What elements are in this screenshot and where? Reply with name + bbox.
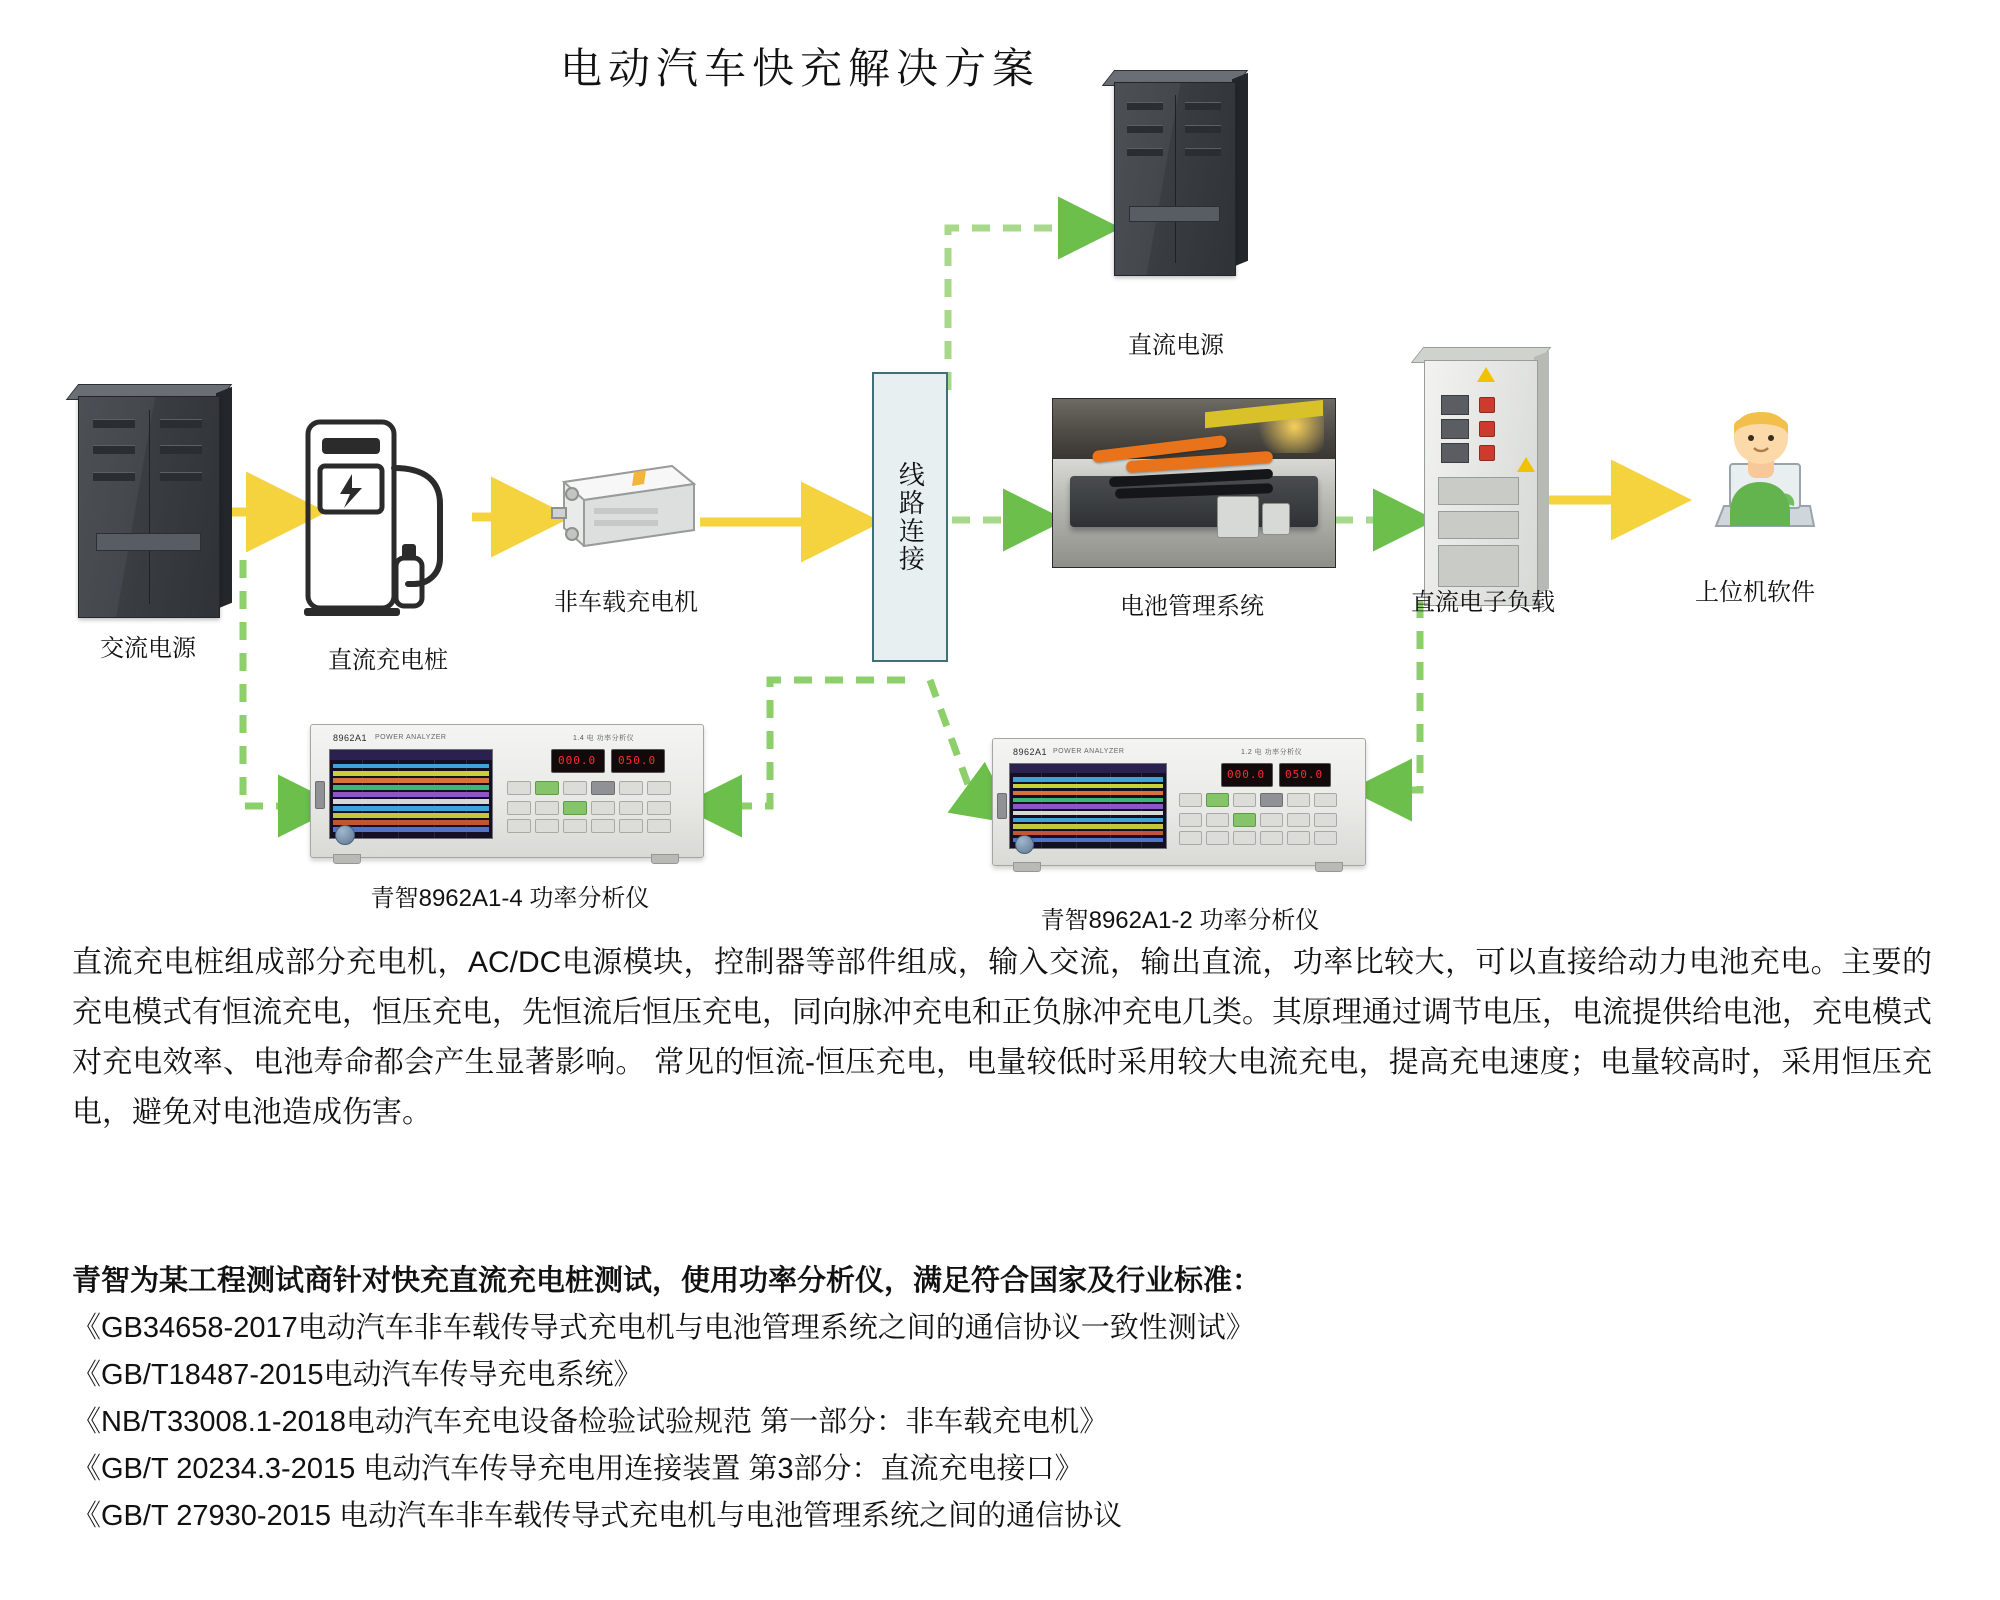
analyzer-foot (651, 854, 679, 864)
description-paragraph: 直流充电桩组成部分充电机，AC/DC电源模块，控制器等部件组成，输入交流，输出直流，功率比较大，可以直接给动力电池充电。主要的充电模式有恒流充电，恒压充电，先恒流后恒压充电，同向脉冲充电和正负脉冲充电几类。其原理通过调节电压，电流提供给电池，充电模式对充电效率、电池寿命都会产生显著影响。 常见的恒流-恒压充电，电量较低时采用较大电流充电，提高充电速度；电量较高时，采用恒压充电，避免对电池造成伤害。 (72, 946, 1932, 1129)
analyzer-led-top (551, 749, 605, 773)
analyzer-key[interactable] (1179, 813, 1202, 827)
analyzer-key[interactable] (507, 819, 531, 833)
analyzer-key[interactable] (1260, 813, 1283, 827)
analyzer-brand: 8962A1 (1013, 747, 1048, 757)
node-power-analyzer-left[interactable] (310, 724, 702, 856)
label-power-analyzer-left: 青智8962A1-4 功率分析仪 (370, 885, 650, 912)
analyzer-key[interactable] (647, 801, 671, 815)
bms-connector-plug (1262, 503, 1290, 535)
display-row (1013, 811, 1163, 815)
analyzer-key-green[interactable] (1206, 793, 1229, 807)
load-module (1438, 477, 1518, 505)
load-meter (1441, 443, 1469, 463)
operator-laptop-icon (1664, 408, 1844, 558)
label-offboard-charger: 非车载充电机 (554, 589, 698, 616)
label-line-connection: 线路连接 (895, 461, 926, 573)
analyzer-key[interactable] (535, 801, 559, 815)
standards-lead: 青智为某工程测试商针对快充直流充电桩测试，使用功率分析仪，满足符合国家及行业标准： (72, 1265, 1262, 1297)
charging-pile-icon (300, 408, 480, 623)
analyzer-foot (1315, 862, 1343, 872)
display-row (333, 806, 489, 810)
cabinet-door-split (149, 410, 150, 604)
standards-item: 《GB/T18487-2015电动汽车传导充电系统》 (72, 1359, 643, 1391)
analyzer-body (310, 724, 704, 858)
led-value: 000.0 (1227, 768, 1266, 781)
analyzer-display (329, 749, 493, 839)
node-dc-charging-pile[interactable] (300, 408, 480, 623)
label-ac-source: 交流电源 (100, 635, 196, 662)
display-row (1013, 784, 1163, 788)
cabinet-vent (1185, 148, 1221, 156)
display-row (333, 792, 489, 796)
label-power-analyzer-right: 青智8962A1-2 功率分析仪 (1040, 907, 1320, 934)
display-row (333, 813, 489, 817)
standards-item: 《NB/T33008.1-2018电动汽车充电设备检验试验规范 第一部分：非车载充电机》 (72, 1406, 1109, 1438)
analyzer-led-top2 (1279, 763, 1331, 787)
warning-icon (1477, 367, 1495, 382)
load-module (1438, 511, 1518, 539)
analyzer-model: 1.2 电 功率分析仪 (1241, 749, 1303, 756)
led-value: 000.0 (558, 754, 597, 767)
analyzer-key[interactable] (619, 801, 643, 815)
analyzer-key-green[interactable] (535, 781, 559, 795)
load-indicator-button[interactable] (1479, 421, 1495, 437)
page-title: 电动汽车快充解决方案 (560, 45, 1041, 92)
analyzer-key[interactable] (1179, 831, 1202, 845)
analyzer-key[interactable] (591, 801, 615, 815)
analyzer-body (992, 738, 1366, 866)
display-row (333, 771, 489, 775)
analyzer-led-top (1221, 763, 1273, 787)
cabinet-body (78, 396, 220, 618)
analyzer-brand: 8962A1 (333, 733, 368, 743)
analyzer-key-dark[interactable] (1260, 793, 1283, 807)
label-dc-electronic-load: 直流电子负载 (1411, 589, 1555, 616)
load-module (1438, 545, 1518, 587)
label-dc-charging-pile: 直流充电桩 (328, 647, 448, 674)
node-power-analyzer-right[interactable] (992, 738, 1364, 864)
analyzer-key[interactable] (563, 781, 587, 795)
led-value: 050.0 (1285, 768, 1324, 781)
display-row (333, 799, 489, 803)
analyzer-key[interactable] (1206, 831, 1229, 845)
node-battery-management-system[interactable] (1052, 398, 1336, 568)
analyzer-key[interactable] (1314, 831, 1337, 845)
analyzer-key[interactable] (1314, 813, 1337, 827)
analyzer-key[interactable] (507, 781, 531, 795)
analyzer-brand-sub: POWER ANALYZER (1053, 748, 1125, 755)
cabinet-panel (1129, 206, 1220, 222)
analyzer-model: 1.4 电 功率分析仪 (573, 735, 635, 742)
charger-box-icon (548, 448, 700, 558)
display-row (1013, 831, 1163, 835)
cabinet-vent (1127, 148, 1163, 156)
analyzer-key[interactable] (1233, 793, 1256, 807)
analyzer-key[interactable] (1233, 831, 1256, 845)
display-row (333, 764, 489, 768)
analyzer-side-key[interactable] (997, 793, 1007, 819)
analyzer-key[interactable] (1287, 793, 1310, 807)
analyzer-key-green[interactable] (1233, 813, 1256, 827)
analyzer-key[interactable] (619, 819, 643, 833)
analyzer-brand-sub: POWER ANALYZER (375, 734, 447, 741)
cabinet-vent (160, 445, 202, 454)
node-dc-electronic-load[interactable] (1424, 360, 1536, 604)
load-indicator-button[interactable] (1479, 397, 1495, 413)
label-host-software: 上位机软件 (1695, 579, 1815, 606)
cabinet-door-split (1175, 95, 1176, 264)
display-row (1013, 838, 1163, 842)
cabinet-vent (93, 472, 135, 481)
node-host-software[interactable] (1664, 408, 1844, 558)
cabinet-vent (160, 419, 202, 428)
analyzer-key[interactable] (1287, 831, 1310, 845)
display-header (1010, 764, 1166, 773)
display-row (333, 820, 489, 824)
cabinet-vent (1127, 102, 1163, 110)
load-meter (1441, 419, 1469, 439)
analyzer-key[interactable] (647, 819, 671, 833)
display-header (330, 750, 492, 760)
cabinet-vent (1127, 125, 1163, 133)
analyzer-side-key[interactable] (315, 781, 325, 809)
analyzer-display (1009, 763, 1167, 849)
standards-item: 《GB/T 20234.3-2015 电动汽车传导充电用连接装置 第3部分：直流充电接口》 (72, 1453, 1084, 1485)
display-row (1013, 818, 1163, 822)
analyzer-key[interactable] (563, 819, 587, 833)
cabinet-vent (160, 472, 202, 481)
label-dc-power-supply: 直流电源 (1128, 332, 1224, 359)
led-value: 050.0 (618, 754, 657, 767)
cabinet-body (1114, 82, 1236, 276)
display-row (1013, 804, 1163, 808)
display-row (1013, 791, 1163, 795)
display-row (1013, 824, 1163, 828)
bms-connector-plug (1217, 496, 1259, 538)
cabinet-vent (93, 419, 135, 428)
analyzer-key[interactable] (1314, 793, 1337, 807)
display-row (333, 778, 489, 782)
cabinet-panel (96, 533, 202, 551)
analyzer-key[interactable] (1260, 831, 1283, 845)
node-line-connection[interactable] (872, 372, 948, 662)
load-cabinet-body (1424, 360, 1538, 606)
node-dc-power-supply[interactable] (1114, 82, 1234, 274)
node-ac-source[interactable] (78, 396, 218, 616)
analyzer-foot (333, 854, 361, 864)
label-battery-management-system: 电池管理系统 (1120, 593, 1264, 620)
analyzer-knob[interactable] (1015, 835, 1034, 854)
analyzer-knob[interactable] (335, 825, 355, 845)
cabinet-vent (1185, 125, 1221, 133)
analyzer-key[interactable] (619, 781, 643, 795)
analyzer-key[interactable] (647, 781, 671, 795)
load-meter (1441, 395, 1469, 415)
display-row (1013, 798, 1163, 802)
analyzer-foot (1013, 862, 1041, 872)
cabinet-vent (93, 445, 135, 454)
analyzer-key[interactable] (1287, 813, 1310, 827)
display-row (1013, 777, 1163, 781)
load-indicator-button[interactable] (1479, 445, 1495, 461)
analyzer-key[interactable] (1206, 813, 1229, 827)
analyzer-key[interactable] (535, 819, 559, 833)
analyzer-key[interactable] (507, 801, 531, 815)
standards-block (72, 1258, 1952, 1540)
analyzer-key[interactable] (1179, 793, 1202, 807)
standards-item: 《GB34658-2017电动汽车非车载传导式充电机与电池管理系统之间的通信协议一致性测试》 (72, 1312, 1255, 1344)
node-offboard-charger[interactable] (548, 448, 700, 558)
cabinet-vent (1185, 102, 1221, 110)
analyzer-key-green[interactable] (563, 801, 587, 815)
warning-icon (1517, 457, 1535, 472)
display-row (333, 785, 489, 789)
analyzer-led-top2 (611, 749, 665, 773)
analyzer-key[interactable] (591, 819, 615, 833)
standards-item: 《GB/T 27930-2015 电动汽车非车载传导式充电机与电池管理系统之间的通信协议 (72, 1500, 1123, 1532)
display-row (333, 827, 489, 831)
analyzer-key-dark[interactable] (591, 781, 615, 795)
